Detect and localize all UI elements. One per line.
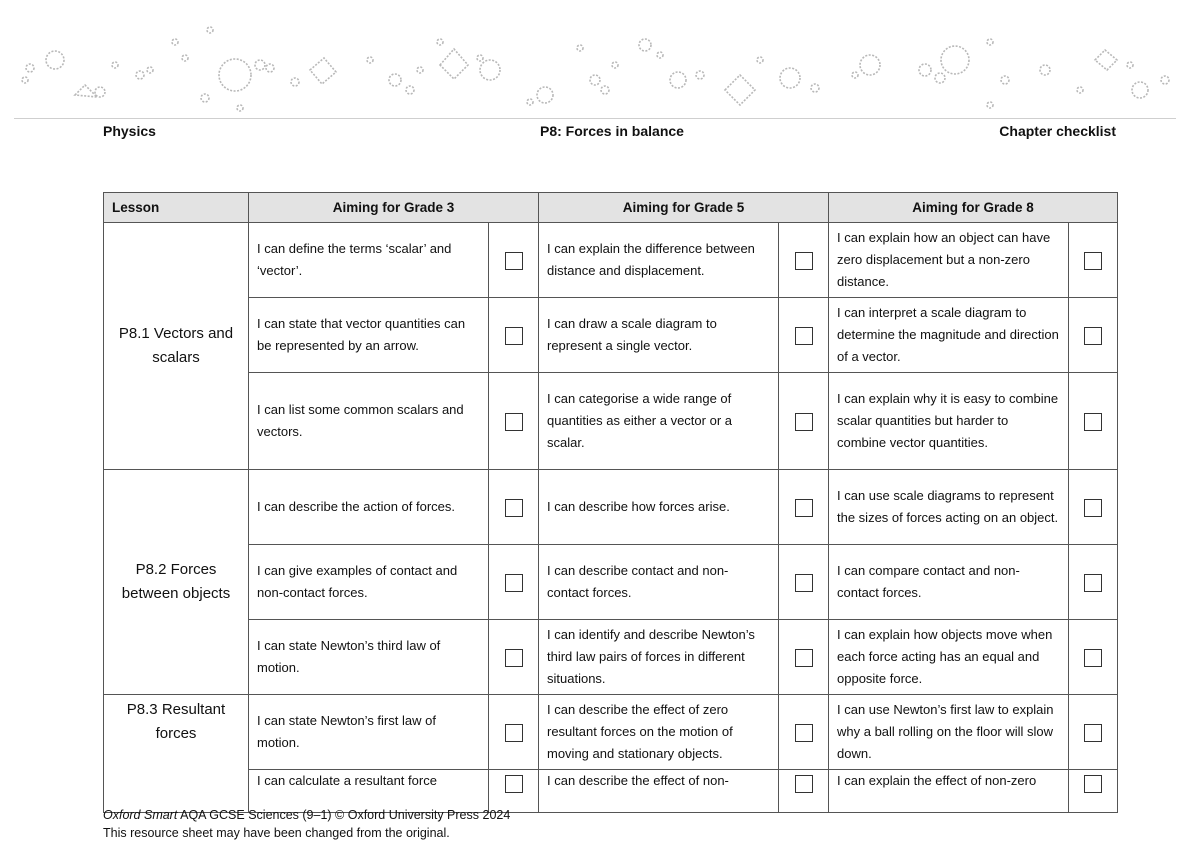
subject-label: Physics <box>103 123 156 139</box>
grade-5-checkbox-cell <box>779 770 829 813</box>
grade-5-checkbox-cell <box>779 695 829 770</box>
header-grade-8: Aiming for Grade 8 <box>829 193 1118 223</box>
table-row <box>104 470 1118 545</box>
checkbox[interactable] <box>505 499 523 517</box>
checkbox[interactable] <box>505 775 523 793</box>
grade-3-checkbox-cell <box>489 695 539 770</box>
table-row <box>104 695 1118 770</box>
decorative-molecule-banner <box>0 20 1200 115</box>
checkbox[interactable] <box>505 724 523 742</box>
checkbox[interactable] <box>1084 327 1102 345</box>
footer <box>103 806 510 842</box>
grade-3-statement: I can give examples of contact and non-contact forces. <box>249 545 489 620</box>
table-row <box>104 620 1118 695</box>
checkbox[interactable] <box>795 724 813 742</box>
checkbox[interactable] <box>505 649 523 667</box>
grade-5-statement: I can explain the difference between distance and displacement. <box>539 223 779 298</box>
grade-8-statement: I can explain why it is easy to combine scalar quantities but harder to combine vector quantities. <box>829 373 1069 470</box>
copyright-text: AQA GCSE Sciences (9–1) © Oxford University Press 2024 <box>180 808 511 822</box>
checkbox[interactable] <box>795 649 813 667</box>
header-grade-5: Aiming for Grade 5 <box>539 193 829 223</box>
lesson-p8-2: P8.2 Forces between objects <box>104 470 249 695</box>
table-row <box>104 373 1118 470</box>
grade-3-checkbox-cell <box>489 470 539 545</box>
copyright-line <box>103 806 510 824</box>
grade-5-statement: I can describe how forces arise. <box>539 470 779 545</box>
checkbox[interactable] <box>795 327 813 345</box>
grade-5-checkbox-cell <box>779 373 829 470</box>
grade-8-statement: I can explain how objects move when each force acting has an equal and opposite force. <box>829 620 1069 695</box>
table-row <box>104 545 1118 620</box>
grade-5-statement: I can describe the effect of non- <box>539 770 779 813</box>
grade-3-statement: I can calculate a resultant force <box>249 770 489 813</box>
grade-5-statement: I can describe contact and non-contact forces. <box>539 545 779 620</box>
checkbox[interactable] <box>1084 413 1102 431</box>
lesson-p8-1: P8.1 Vectors and scalars <box>104 223 249 470</box>
header-lesson: Lesson <box>104 193 249 223</box>
modification-note: This resource sheet may have been changed from the original. <box>103 826 450 840</box>
grade-5-checkbox-cell <box>779 620 829 695</box>
table-row <box>104 223 1118 298</box>
table-header-row <box>104 193 1118 223</box>
grade-8-statement: I can explain the effect of non-zero <box>829 770 1069 813</box>
checkbox[interactable] <box>1084 775 1102 793</box>
checkbox[interactable] <box>1084 649 1102 667</box>
grade-3-statement: I can state Newton’s third law of motion. <box>249 620 489 695</box>
grade-3-statement: I can state that vector quantities can be represented by an arrow. <box>249 298 489 373</box>
grade-3-statement: I can state Newton’s first law of motion. <box>249 695 489 770</box>
banner-divider <box>14 118 1176 119</box>
grade-5-statement: I can draw a scale diagram to represent a single vector. <box>539 298 779 373</box>
chapter-title: P8: Forces in balance <box>540 123 684 139</box>
grade-3-checkbox-cell <box>489 373 539 470</box>
checkbox[interactable] <box>505 252 523 270</box>
grade-3-checkbox-cell <box>489 545 539 620</box>
checkbox[interactable] <box>795 574 813 592</box>
grade-3-checkbox-cell <box>489 298 539 373</box>
grade-5-statement: I can categorise a wide range of quantities as either a vector or a scalar. <box>539 373 779 470</box>
grade-5-checkbox-cell <box>779 470 829 545</box>
grade-8-checkbox-cell <box>1069 695 1118 770</box>
grade-8-checkbox-cell <box>1069 470 1118 545</box>
checkbox[interactable] <box>1084 252 1102 270</box>
grade-8-statement: I can use scale diagrams to represent the sizes of forces acting on an object. <box>829 470 1069 545</box>
checkbox[interactable] <box>795 413 813 431</box>
grade-8-checkbox-cell <box>1069 298 1118 373</box>
grade-5-statement: I can identify and describe Newton’s third law pairs of forces in different situations. <box>539 620 779 695</box>
grade-8-checkbox-cell <box>1069 373 1118 470</box>
table-row <box>104 298 1118 373</box>
grade-3-statement: I can define the terms ‘scalar’ and ‘vector’. <box>249 223 489 298</box>
checkbox[interactable] <box>505 574 523 592</box>
checklist-table <box>103 192 1118 813</box>
document-type-label: Chapter checklist <box>999 123 1116 139</box>
checklist-table-container <box>103 192 1117 788</box>
grade-3-checkbox-cell <box>489 223 539 298</box>
checkbox[interactable] <box>1084 499 1102 517</box>
grade-5-checkbox-cell <box>779 298 829 373</box>
grade-3-statement: I can describe the action of forces. <box>249 470 489 545</box>
grade-8-statement: I can compare contact and non-contact forces. <box>829 545 1069 620</box>
publication-title: Oxford Smart <box>103 808 178 822</box>
checkbox[interactable] <box>795 499 813 517</box>
grade-8-checkbox-cell <box>1069 770 1118 813</box>
grade-3-statement: I can list some common scalars and vectors. <box>249 373 489 470</box>
grade-8-statement: I can interpret a scale diagram to determine the magnitude and direction of a vector. <box>829 298 1069 373</box>
grade-5-checkbox-cell <box>779 545 829 620</box>
grade-8-statement: I can explain how an object can have zero displacement but a non-zero distance. <box>829 223 1069 298</box>
grade-8-checkbox-cell <box>1069 620 1118 695</box>
grade-8-statement: I can use Newton’s first law to explain why a ball rolling on the floor will slow down. <box>829 695 1069 770</box>
grade-3-checkbox-cell <box>489 620 539 695</box>
checkbox[interactable] <box>505 413 523 431</box>
grade-5-statement: I can describe the effect of zero resultant forces on the motion of moving and stationary objects. <box>539 695 779 770</box>
checkbox[interactable] <box>795 252 813 270</box>
checkbox[interactable] <box>795 775 813 793</box>
grade-8-checkbox-cell <box>1069 223 1118 298</box>
grade-5-checkbox-cell <box>779 223 829 298</box>
checkbox[interactable] <box>1084 574 1102 592</box>
grade-8-checkbox-cell <box>1069 545 1118 620</box>
checkbox[interactable] <box>505 327 523 345</box>
checkbox[interactable] <box>1084 724 1102 742</box>
lesson-p8-3: P8.3 Resultant forces <box>104 695 249 813</box>
header-grade-3: Aiming for Grade 3 <box>249 193 539 223</box>
